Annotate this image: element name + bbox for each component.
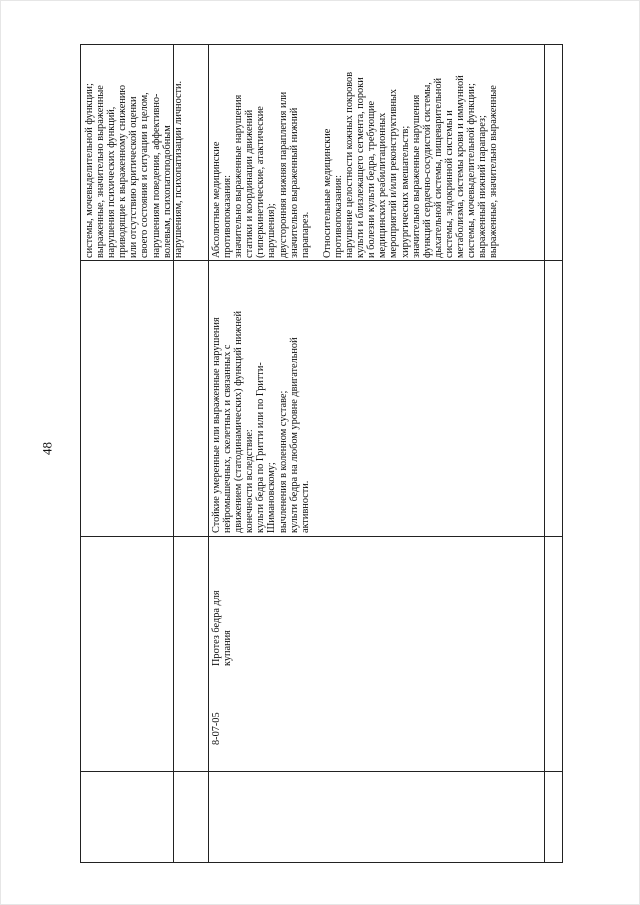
- column-divider: [208, 44, 209, 863]
- text-line: выраженные, значительно выраженные: [95, 85, 107, 258]
- product-code: 8-07-05: [211, 712, 222, 745]
- contraindication-line: значительно выраженный нижний: [288, 107, 300, 258]
- contraindication-line: системы, эндокринной системы и: [443, 110, 455, 258]
- indication-line: конечности вследствие:: [244, 429, 256, 533]
- row-divider: [80, 260, 563, 261]
- indication-line: Шимановскому;: [266, 462, 278, 533]
- text-line: нарушениям поведения, аффективно-: [150, 93, 162, 258]
- contraindication-line: значительно выраженные нарушения: [410, 94, 422, 258]
- code-cell: [211, 712, 222, 745]
- top-fragment-cell: [84, 81, 184, 258]
- text-line: своего состояния и ситуации в целом,: [139, 92, 151, 258]
- contraindication-line: выраженные, значительно выраженные: [488, 85, 500, 258]
- indication-line: вычленения в коленном суставе;: [277, 390, 289, 533]
- contraindication-line: противопоказания:: [332, 175, 344, 258]
- contraindication-line: противопоказания:: [222, 175, 234, 258]
- contraindication-line: функций сердечно-сосудистой системы,: [421, 82, 433, 258]
- indication-line: нейромышечных, скелетных и связанных с: [222, 344, 234, 533]
- contraindication-line: медицинских реабилитационных: [377, 112, 389, 258]
- indication-line: активности.: [299, 480, 311, 533]
- text-line: приводящие к выраженному снижению: [117, 84, 129, 258]
- product-name-line: купания: [222, 630, 234, 666]
- text-line: нарушения психических функций,: [106, 106, 118, 258]
- contraindication-line: дыхательной системы, пищеварительной: [432, 78, 444, 258]
- text-line: системы, мочевыделительной функции;: [84, 83, 95, 258]
- indication-line: движением (статодинамических) функций нижней: [233, 311, 245, 533]
- contraindication-line: (гиперкинетические, атактические: [255, 106, 267, 258]
- indication-line: культи бедра на любом уровне двигательной: [288, 337, 300, 533]
- contraindication-line: двусторонняя нижняя параплегия или: [277, 91, 289, 258]
- paragraph-gap: [311, 72, 322, 258]
- contraindication-line: метаболизма, системы крови и иммунной: [454, 75, 466, 258]
- contraindication-line: статики и координации движений: [244, 109, 256, 258]
- contraindication-line: системы, мочевыделительной функции;: [466, 83, 478, 258]
- product-name-line: Протез бедра для: [211, 590, 222, 666]
- text-line: волевым, психопатоподобным: [161, 125, 173, 258]
- contraindication-line: Относительные медицинские: [321, 128, 333, 258]
- contraindication-line: парапарез.: [299, 211, 311, 258]
- contraindication-line: нарушения);: [266, 203, 278, 258]
- indication-line: культи бедра по Гритти или по Гритти-: [255, 362, 267, 533]
- contraindication-line: и болезни культи бедра, требующие: [366, 100, 378, 258]
- contraindication-line: хирургических вмешательств;: [399, 125, 411, 258]
- row-divider: [80, 771, 563, 772]
- column-divider: [544, 44, 545, 863]
- contraindication-line: выраженный нижний парапарез;: [477, 115, 489, 258]
- page-number: 48: [39, 442, 55, 455]
- indication-line: Стойкие умеренные или выраженные нарушения: [211, 317, 222, 533]
- contraindications-cell: [211, 72, 499, 258]
- contraindication-line: нарушение целостности кожных покровов: [344, 71, 356, 258]
- row-divider: [80, 536, 563, 537]
- indications-cell: [211, 311, 311, 533]
- product-name-cell: [211, 590, 233, 666]
- contraindication-line: Абсолютные медицинские: [211, 141, 222, 258]
- contraindication-line: мероприятий и/или реконструктивных: [388, 88, 400, 258]
- text-line: нарушениям, психопатизации личности.: [172, 80, 184, 258]
- contraindication-line: культи и близлежащего сегмента, пороки: [355, 77, 367, 258]
- text-line: или отсутствию критической оценки: [128, 96, 140, 258]
- contraindication-line: значительно выраженные нарушения: [233, 94, 245, 258]
